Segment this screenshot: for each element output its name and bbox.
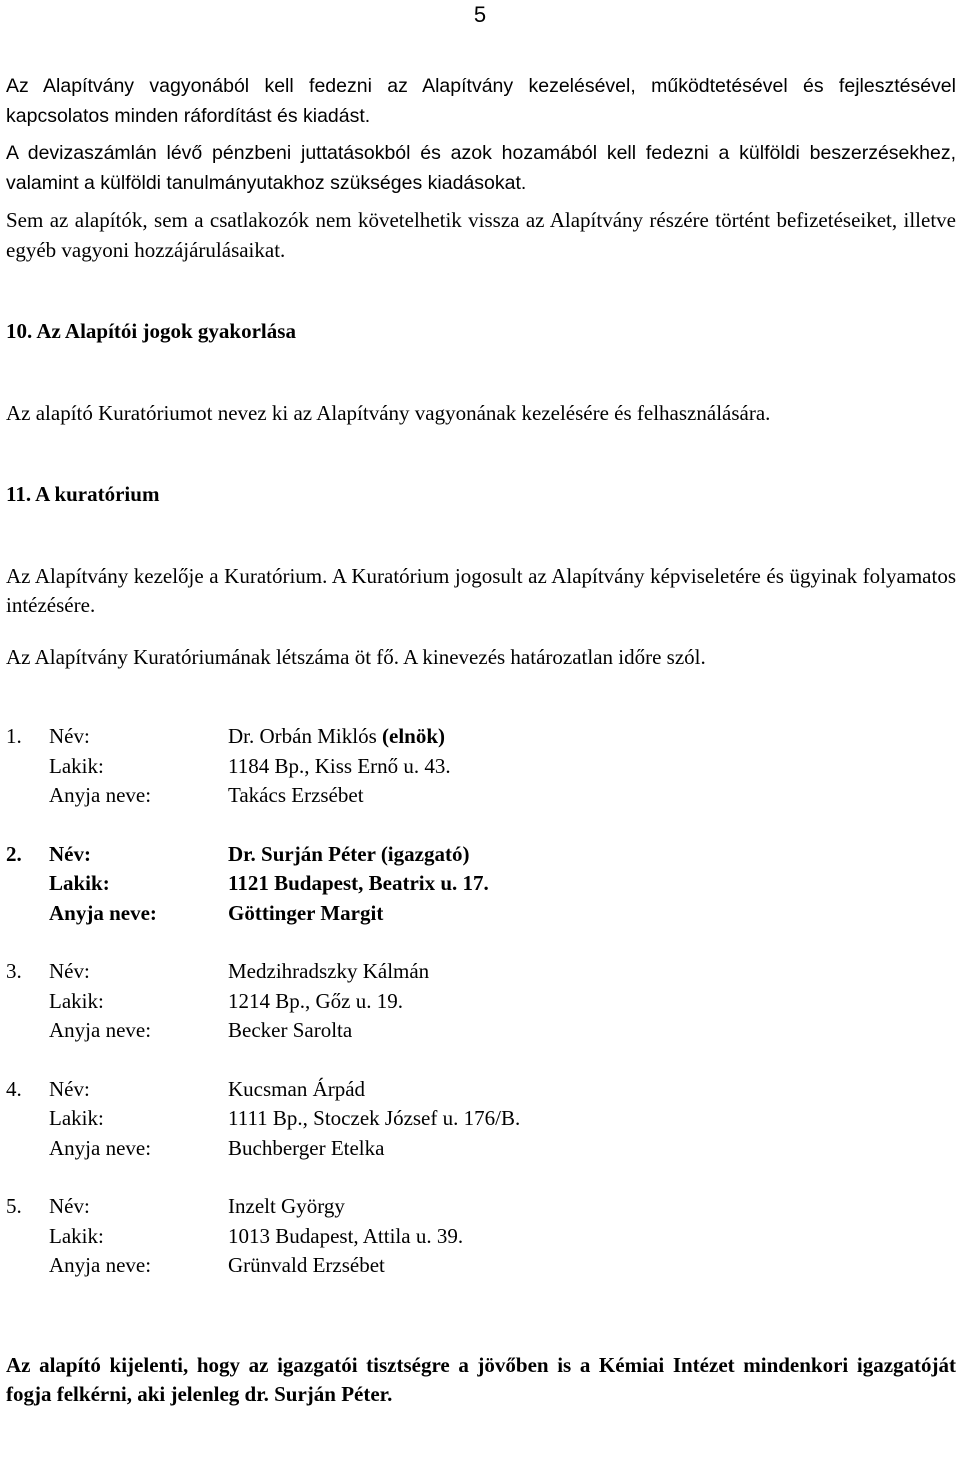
paragraph-foreign-currency: A devizaszámlán lévő pénzbeni juttatásokból és azok hozamából kell fedezni a külföldi beszerzésekhez, valamint a külföldi tanulmányutakhoz szükséges kiadásokat. xyxy=(6,142,956,194)
document-body xyxy=(6,72,956,1410)
name-label: Név: xyxy=(49,841,91,866)
member-row-name xyxy=(6,840,956,870)
member-name: Medzihradszky Kálmán xyxy=(228,959,430,983)
member-row-address xyxy=(6,869,956,899)
member-number: 5. xyxy=(6,1194,22,1218)
mother-label: Anyja neve: xyxy=(49,783,152,807)
name-label: Név: xyxy=(49,1076,90,1101)
mother-label: Anyja neve: xyxy=(49,1253,152,1277)
member-row-address xyxy=(6,752,956,782)
board-member-4 xyxy=(6,1075,956,1164)
name-label: Név: xyxy=(49,724,90,748)
member-address: 1214 Bp., Gőz u. 19. xyxy=(228,988,403,1013)
member-role: (elnök) xyxy=(382,724,445,748)
member-mother: Göttinger Margit xyxy=(228,900,384,925)
address-label: Lakik: xyxy=(49,1106,104,1130)
member-name: Dr. Orbán Miklós xyxy=(228,724,377,748)
member-mother: Takács Erzsébet xyxy=(228,783,364,807)
member-row-name xyxy=(6,1075,956,1105)
member-address: 1184 Bp., Kiss Ernő u. 43. xyxy=(228,753,451,778)
member-row-address xyxy=(6,1222,956,1252)
paragraph-no-refund: Sem az alapítók, sem a csatlakozók nem követelhetik vissza az Alapítvány részére történt befizetéseiket, illetve egyéb vagyoni hozzájárulásaikat. xyxy=(6,208,956,262)
member-name: Inzelt György xyxy=(228,1194,345,1218)
board-member-5 xyxy=(6,1192,956,1281)
member-row-address xyxy=(6,1104,956,1134)
member-address: 1013 Budapest, Attila u. 39. xyxy=(228,1223,464,1248)
member-mother: Becker Sarolta xyxy=(228,1018,353,1042)
member-row-mother xyxy=(6,1134,956,1164)
mother-label: Anyja neve: xyxy=(49,1135,152,1160)
member-number: 2. xyxy=(6,841,22,866)
name-label: Név: xyxy=(49,959,90,983)
member-address: 1111 Bp., Stoczek József u. 176/B. xyxy=(228,1106,521,1130)
address-label: Lakik: xyxy=(49,988,104,1013)
member-row-name xyxy=(6,722,956,752)
address-label: Lakik: xyxy=(49,1223,104,1248)
member-mother: Buchberger Etelka xyxy=(228,1135,385,1160)
member-name: Dr. Surján Péter (igazgató) xyxy=(228,841,470,866)
member-row-mother xyxy=(6,899,956,929)
member-row-mother xyxy=(6,1251,956,1281)
section-10-heading: 10. Az Alapítói jogok gyakorlása xyxy=(6,319,296,343)
paragraph-expenses: Az Alapítvány vagyonából kell fedezni az Alapítvány kezelésével, működtetésével és fejlesztésével kapcsolatos minden ráfordítást és kiadást. xyxy=(6,75,956,127)
member-mother: Grünvald Erzsébet xyxy=(228,1253,385,1277)
member-number: 3. xyxy=(6,959,22,983)
member-row-mother xyxy=(6,1016,956,1046)
address-label: Lakik: xyxy=(49,753,104,778)
mother-label: Anyja neve: xyxy=(49,900,157,925)
member-number: 1. xyxy=(6,724,22,748)
page-number: 5 xyxy=(473,2,487,27)
member-address: 1121 Budapest, Beatrix u. 17. xyxy=(228,871,489,895)
section-11-text-2: Az Alapítvány Kuratóriumának létszáma öt fő. A kinevezés határozatlan időre szól. xyxy=(6,644,706,669)
member-name-value xyxy=(228,722,956,752)
member-row-mother xyxy=(6,781,956,811)
member-row-address xyxy=(6,987,956,1017)
board-member-1 xyxy=(6,722,956,811)
member-row-name xyxy=(6,1192,956,1222)
section-11-text-1: Az Alapítvány kezelője a Kuratórium. A Kuratórium jogosult az Alapítvány képviseletére és ügyinak folyamatos intézésére. xyxy=(6,563,956,617)
address-label: Lakik: xyxy=(49,871,110,895)
member-number: 4. xyxy=(6,1076,22,1101)
mother-label: Anyja neve: xyxy=(49,1018,152,1042)
board-member-3 xyxy=(6,957,956,1046)
board-member-2 xyxy=(6,840,956,929)
member-name: Kucsman Árpád xyxy=(228,1076,366,1101)
board-member-list xyxy=(6,722,956,1281)
closing-statement: Az alapító kijelenti, hogy az igazgatói tisztségre a jövőben is a Kémiai Intézet mindenkori igazgatóját fogja felkérni, aki jelenleg dr. Surján Péter. xyxy=(6,1352,956,1406)
name-label: Név: xyxy=(49,1194,90,1218)
section-11-heading: 11. A kuratórium xyxy=(6,482,160,506)
member-row-name xyxy=(6,957,956,987)
section-10-text: Az alapító Kuratóriumot nevez ki az Alapítvány vagyonának kezelésére és felhasználására. xyxy=(6,400,771,425)
